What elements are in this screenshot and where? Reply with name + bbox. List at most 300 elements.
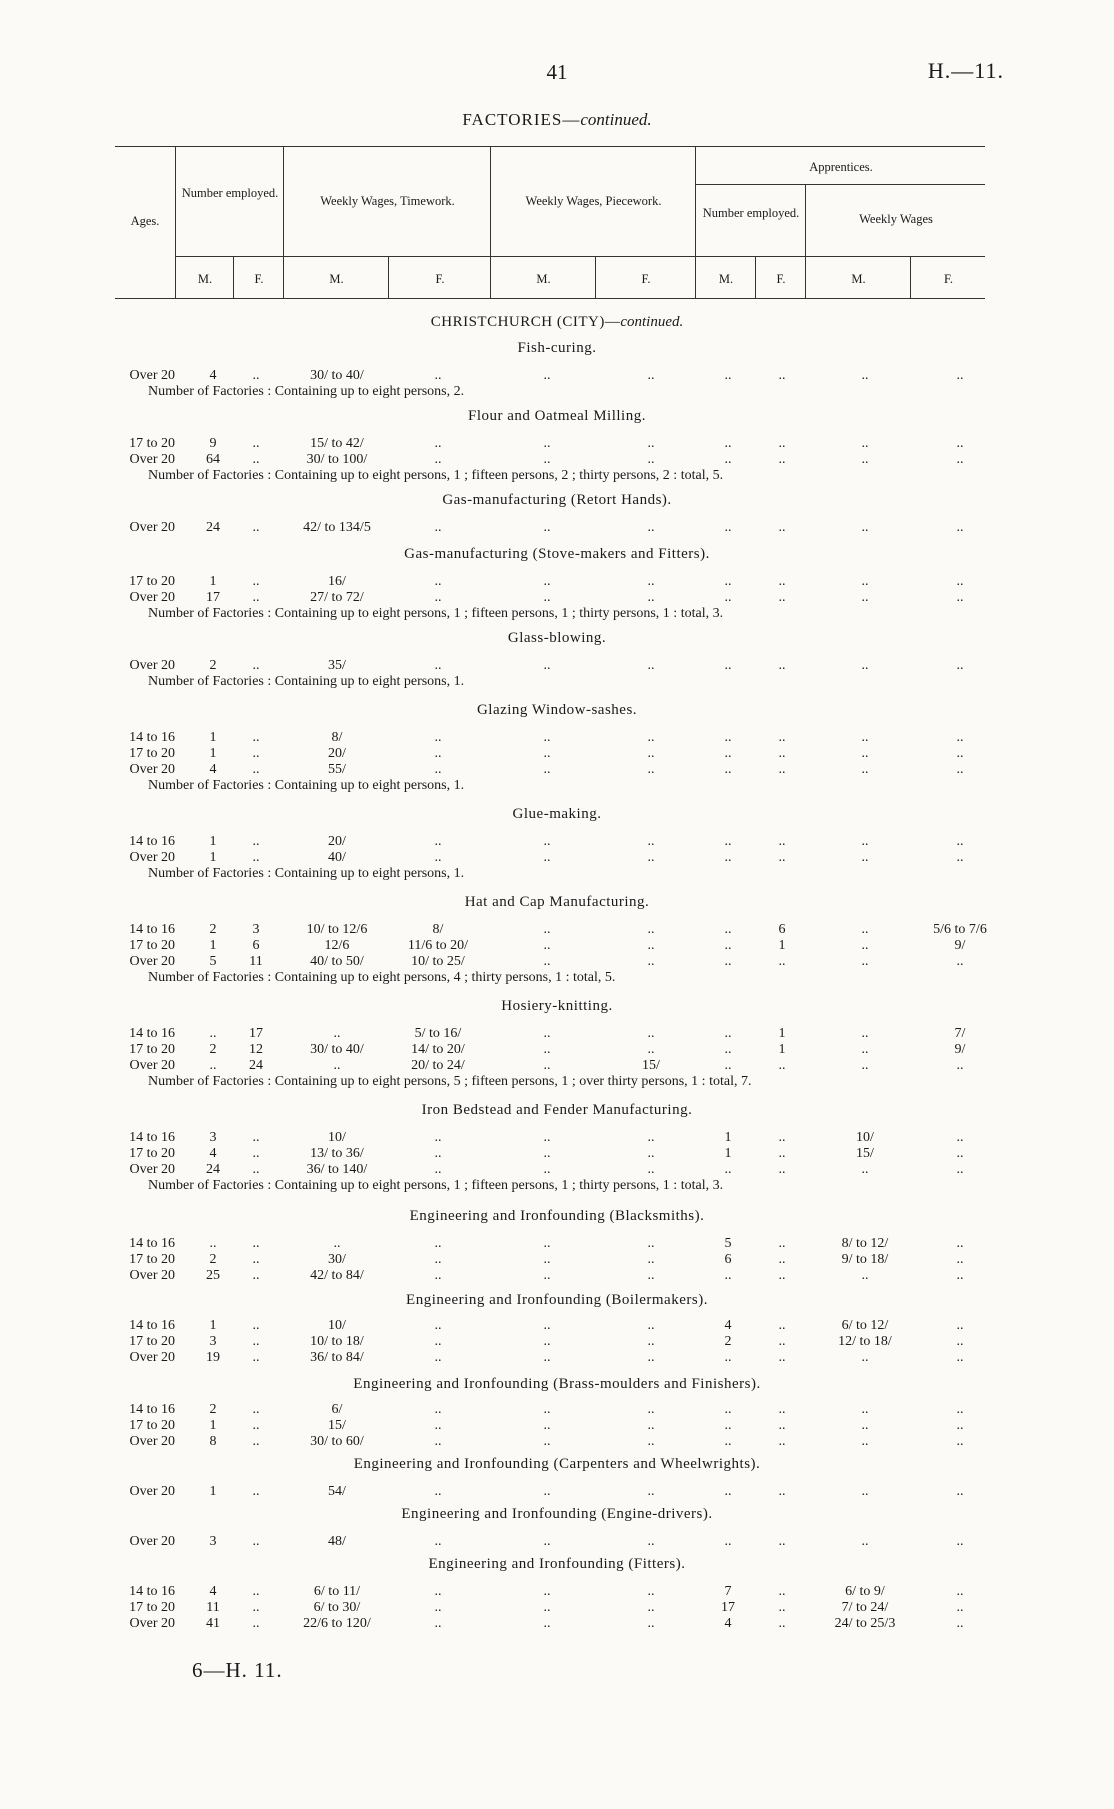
men-count-cell: 4 (209, 1584, 217, 1599)
timework-men-cell: 35/ (328, 658, 346, 673)
piecework-women-cell: 15/ (642, 1058, 660, 1073)
timework-women-cell: .. (434, 452, 442, 467)
men-count-cell: 4 (209, 368, 217, 383)
piecework-men-cell: .. (543, 1434, 551, 1449)
piecework-men-cell: .. (543, 938, 551, 953)
timework-men-cell: 36/ to 84/ (310, 1350, 364, 1365)
timework-women-cell: .. (434, 1402, 442, 1417)
apprentice-men-count-cell: .. (724, 834, 732, 849)
apprentice-men-count-cell: .. (724, 850, 732, 865)
men-count-cell: 17 (206, 590, 220, 605)
section-title: Glazing Window-sashes. (476, 702, 638, 718)
timework-men-cell: 20/ (328, 834, 346, 849)
mf-rule (175, 256, 985, 257)
header-divider (755, 256, 756, 298)
table-row (0, 368, 1114, 384)
women-count-cell: .. (252, 1162, 260, 1177)
apprentice-women-wages-cell: .. (956, 954, 964, 969)
age-cell: Over 20 (129, 520, 175, 535)
piecework-men-cell: .. (543, 1026, 551, 1041)
apprentice-women-wages-cell: .. (956, 368, 964, 383)
section-title: Glue-making. (512, 806, 602, 822)
apprentice-women-count-cell: .. (778, 590, 786, 605)
apprentice-men-count-cell: 4 (724, 1318, 732, 1333)
section-title: Iron Bedstead and Fender Manufacturing. (421, 1102, 693, 1118)
section-title: Flour and Oatmeal Milling. (468, 408, 646, 424)
col-number-employed: Number employed. (181, 186, 279, 200)
apprentice-women-wages-cell: .. (956, 1252, 964, 1267)
men-count-cell: 3 (209, 1534, 217, 1549)
piecework-men-cell: .. (543, 922, 551, 937)
age-cell: Over 20 (129, 1534, 175, 1549)
piecework-men-cell: .. (543, 1350, 551, 1365)
apprentice-men-count-cell: .. (724, 1026, 732, 1041)
timework-men-cell: 36/ to 140/ (306, 1162, 368, 1177)
apprentice-women-wages-cell: .. (956, 1236, 964, 1251)
apprentice-women-count-cell: .. (778, 1534, 786, 1549)
timework-women-cell: .. (434, 746, 442, 761)
col-m: M. (329, 272, 344, 286)
apprentice-men-wages-cell: .. (861, 520, 869, 535)
apprentice-women-wages-cell: 9/ (954, 938, 966, 953)
timework-men-cell: 10/ to 18/ (310, 1334, 364, 1349)
timework-women-cell: .. (434, 1268, 442, 1283)
piecework-men-cell: .. (543, 850, 551, 865)
timework-women-cell: .. (434, 1236, 442, 1251)
men-count-cell: 64 (206, 452, 220, 467)
apprentice-women-wages-cell: .. (956, 1600, 964, 1615)
women-count-cell: .. (252, 1130, 260, 1145)
table-row (0, 1484, 1114, 1500)
men-count-cell: 2 (209, 922, 217, 937)
region-heading (0, 314, 1114, 331)
piecework-men-cell: .. (543, 1268, 551, 1283)
apprentice-men-count-cell: .. (724, 368, 732, 383)
piecework-women-cell: .. (647, 1434, 655, 1449)
table-row (0, 1534, 1114, 1550)
women-count-cell: .. (252, 1146, 260, 1161)
apprentice-men-wages-cell: 24/ to 25/3 (834, 1616, 896, 1631)
apprentice-men-wages-cell: 10/ (856, 1130, 874, 1145)
table-row (0, 1334, 1114, 1350)
apprentice-men-count-cell: .. (724, 922, 732, 937)
apprentice-women-count-cell: 6 (778, 922, 786, 937)
women-count-cell: .. (252, 1434, 260, 1449)
section-title: Engineering and Ironfounding (Boilermakers). (406, 1292, 708, 1308)
age-cell: 17 to 20 (129, 746, 175, 761)
timework-women-cell: .. (434, 1130, 442, 1145)
piecework-women-cell: .. (647, 1268, 655, 1283)
women-count-cell: .. (252, 1418, 260, 1433)
apprentice-men-count-cell: 6 (724, 1252, 732, 1267)
women-count-cell: .. (252, 658, 260, 673)
timework-women-cell: .. (434, 1484, 442, 1499)
women-count-cell: 6 (252, 938, 260, 953)
piecework-women-cell: .. (647, 590, 655, 605)
women-count-cell: .. (252, 730, 260, 745)
table-row (0, 834, 1114, 850)
piecework-men-cell: .. (543, 1236, 551, 1251)
men-count-cell: 1 (209, 730, 217, 745)
piecework-women-cell: .. (647, 954, 655, 969)
factory-count-note: Number of Factories : Containing up to eight persons, 4 ; thirty persons, 1 : total, 5. (148, 970, 616, 985)
piecework-women-cell: .. (647, 368, 655, 383)
timework-women-cell: .. (434, 520, 442, 535)
women-count-cell: .. (252, 1252, 260, 1267)
apprentice-men-wages-cell: .. (861, 938, 869, 953)
apprentice-women-count-cell: .. (778, 746, 786, 761)
apprentice-men-wages-cell: 6/ to 9/ (845, 1584, 885, 1599)
piecework-women-cell: .. (647, 1584, 655, 1599)
piecework-men-cell: .. (543, 1252, 551, 1267)
age-cell: 17 to 20 (129, 1418, 175, 1433)
men-count-cell: 25 (206, 1268, 220, 1283)
table-header (115, 146, 985, 298)
age-cell: 14 to 16 (129, 922, 175, 937)
piecework-women-cell: .. (647, 746, 655, 761)
age-cell: 14 to 16 (129, 1026, 175, 1041)
timework-men-cell: 12/6 (324, 938, 350, 953)
document-code: H.—11. (927, 58, 1004, 83)
apprentice-men-count-cell: 7 (724, 1584, 732, 1599)
piecework-men-cell: .. (543, 1418, 551, 1433)
apprentice-men-count-cell: .. (724, 1418, 732, 1433)
timework-women-cell: .. (434, 658, 442, 673)
factory-count-note: Number of Factories : Containing up to eight persons, 1 ; fifteen persons, 2 ; thirty persons, 2 : total, 5. (148, 468, 724, 483)
men-count-cell: 19 (206, 1350, 220, 1365)
section-title: Gas-manufacturing (Retort Hands). (442, 492, 672, 508)
age-cell: Over 20 (129, 590, 175, 605)
header-divider (175, 146, 176, 298)
apprentice-women-wages-cell: .. (956, 1268, 964, 1283)
timework-men-cell: 20/ (328, 746, 346, 761)
timework-men-cell: 8/ (331, 730, 343, 745)
men-count-cell: 2 (209, 1252, 217, 1267)
section-title: Gas-manufacturing (Stove-makers and Fitters). (404, 546, 710, 562)
section-title: Engineering and Ironfounding (Engine-drivers). (401, 1506, 713, 1522)
header-divider (805, 184, 806, 298)
apprentices-rule (695, 184, 985, 185)
apprentice-men-wages-cell: .. (861, 1162, 869, 1177)
apprentice-women-count-cell: .. (778, 1236, 786, 1251)
timework-women-cell: .. (434, 1318, 442, 1333)
title-suffix: continued. (580, 110, 652, 129)
apprentice-women-wages-cell: .. (956, 762, 964, 777)
apprentice-women-wages-cell: .. (956, 1318, 964, 1333)
timework-women-cell: .. (434, 1418, 442, 1433)
timework-men-cell: 15/ (328, 1418, 346, 1433)
piecework-women-cell: .. (647, 1026, 655, 1041)
timework-men-cell: 16/ (328, 574, 346, 589)
women-count-cell: .. (252, 436, 260, 451)
apprentice-men-wages-cell: 9/ to 18/ (841, 1252, 889, 1267)
apprentice-women-wages-cell: .. (956, 1334, 964, 1349)
apprentice-women-wages-cell: .. (956, 452, 964, 467)
piecework-men-cell: .. (543, 1584, 551, 1599)
timework-men-cell: 13/ to 36/ (310, 1146, 364, 1161)
table-row (0, 1584, 1114, 1600)
title-text: FACTORIES— (462, 110, 581, 129)
piecework-women-cell: .. (647, 1418, 655, 1433)
piecework-men-cell: .. (543, 1334, 551, 1349)
apprentice-women-count-cell: .. (778, 1584, 786, 1599)
women-count-cell: .. (252, 1350, 260, 1365)
timework-women-cell: .. (434, 1600, 442, 1615)
apprentice-men-count-cell: .. (724, 762, 732, 777)
timework-women-cell: 8/ (432, 922, 444, 937)
piecework-women-cell: .. (647, 762, 655, 777)
table-row (0, 1058, 1114, 1074)
apprentice-women-wages-cell: .. (956, 730, 964, 745)
apprentice-women-count-cell: .. (778, 1146, 786, 1161)
men-count-cell: 2 (209, 658, 217, 673)
apprentice-men-wages-cell: 7/ to 24/ (841, 1600, 889, 1615)
table-row (0, 1434, 1114, 1450)
women-count-cell: .. (252, 1318, 260, 1333)
piecework-women-cell: .. (647, 730, 655, 745)
apprentice-women-wages-cell: .. (956, 1162, 964, 1177)
section-title: Engineering and Ironfounding (Carpenters and Wheelwrights). (353, 1456, 761, 1472)
apprentice-women-count-cell: .. (778, 954, 786, 969)
timework-women-cell: 20/ to 24/ (411, 1058, 465, 1073)
men-count-cell: 24 (206, 1162, 220, 1177)
timework-women-cell: .. (434, 368, 442, 383)
timework-men-cell: 54/ (328, 1484, 346, 1499)
factory-count-note: Number of Factories : Containing up to eight persons, 1. (148, 866, 465, 881)
apprentice-women-count-cell: .. (778, 1334, 786, 1349)
men-count-cell: .. (209, 1236, 217, 1251)
men-count-cell: 1 (209, 1318, 217, 1333)
timework-women-cell: .. (434, 1162, 442, 1177)
piecework-men-cell: .. (543, 1130, 551, 1145)
piecework-men-cell: .. (543, 590, 551, 605)
age-cell: 14 to 16 (129, 1236, 175, 1251)
region-suffix: continued. (620, 314, 684, 330)
table-row (0, 520, 1114, 536)
apprentice-women-wages-cell: .. (956, 1130, 964, 1145)
table-row (0, 1162, 1114, 1178)
timework-women-cell: .. (434, 1350, 442, 1365)
women-count-cell: .. (252, 1584, 260, 1599)
table-row (0, 938, 1114, 954)
piecework-men-cell: .. (543, 1484, 551, 1499)
age-cell: Over 20 (129, 954, 175, 969)
timework-women-cell: 10/ to 25/ (411, 954, 465, 969)
age-cell: 17 to 20 (129, 1334, 175, 1349)
apprentice-men-count-cell: .. (724, 1058, 732, 1073)
women-count-cell: 17 (249, 1026, 263, 1041)
men-count-cell: 1 (209, 1484, 217, 1499)
piecework-men-cell: .. (543, 1146, 551, 1161)
age-cell: Over 20 (129, 850, 175, 865)
header-top-rule (115, 146, 985, 147)
piecework-men-cell: .. (543, 1616, 551, 1631)
apprentice-men-wages-cell: .. (861, 730, 869, 745)
age-cell: Over 20 (129, 1484, 175, 1499)
timework-men-cell: 6/ (331, 1402, 343, 1417)
women-count-cell: .. (252, 1616, 260, 1631)
men-count-cell: 5 (209, 954, 217, 969)
age-cell: 14 to 16 (129, 1584, 175, 1599)
women-count-cell: 3 (252, 922, 260, 937)
table-row (0, 1418, 1114, 1434)
timework-women-cell: .. (434, 1616, 442, 1631)
apprentice-men-wages-cell: 6/ to 12/ (841, 1318, 889, 1333)
piecework-women-cell: .. (647, 850, 655, 865)
piecework-men-cell: .. (543, 1402, 551, 1417)
section-title: Engineering and Ironfounding (Blacksmiths). (409, 1208, 705, 1224)
women-count-cell: .. (252, 1600, 260, 1615)
apprentice-men-wages-cell: .. (861, 850, 869, 865)
section-title: Hosiery-knitting. (501, 998, 613, 1014)
page-title (0, 110, 1114, 130)
col-apprentices-number: Number employed. (702, 206, 800, 220)
piecework-men-cell: .. (543, 520, 551, 535)
signature-mark: 6—H. 11. (192, 1658, 283, 1682)
piecework-men-cell: .. (543, 1600, 551, 1615)
apprentice-men-count-cell: .. (724, 520, 732, 535)
apprentice-men-count-cell: .. (724, 452, 732, 467)
col-m: M. (197, 272, 213, 286)
col-f: F. (776, 272, 786, 286)
age-cell: 14 to 16 (129, 730, 175, 745)
piecework-women-cell: .. (647, 520, 655, 535)
apprentice-men-count-cell: .. (724, 954, 732, 969)
apprentice-women-wages-cell: .. (956, 436, 964, 451)
women-count-cell: .. (252, 1402, 260, 1417)
apprentice-men-count-cell: 5 (724, 1236, 732, 1251)
apprentice-men-wages-cell: .. (861, 452, 869, 467)
piecework-men-cell: .. (543, 746, 551, 761)
timework-men-cell: 30/ to 40/ (310, 368, 364, 383)
timework-women-cell: 11/6 to 20/ (407, 938, 469, 953)
col-f: F. (254, 272, 264, 286)
women-count-cell: 11 (249, 954, 263, 969)
section-title: Engineering and Ironfounding (Brass-moulders and Finishers). (353, 1376, 761, 1392)
piecework-men-cell: .. (543, 834, 551, 849)
apprentice-men-wages-cell: .. (861, 1026, 869, 1041)
apprentice-men-count-cell: 2 (724, 1334, 732, 1349)
col-m: M. (851, 272, 866, 286)
timework-men-cell: .. (333, 1236, 341, 1251)
piecework-men-cell: .. (543, 730, 551, 745)
section-title: Fish-curing. (517, 340, 597, 356)
table-row (0, 850, 1114, 866)
header-divider (595, 256, 596, 298)
apprentice-women-wages-cell: .. (956, 1402, 964, 1417)
col-apprentices: Apprentices. (809, 160, 873, 174)
piecework-men-cell: .. (543, 954, 551, 969)
table-row (0, 1146, 1114, 1162)
factory-count-note: Number of Factories : Containing up to eight persons, 2. (148, 384, 465, 399)
timework-women-cell: .. (434, 1534, 442, 1549)
table-row (0, 590, 1114, 606)
women-count-cell: .. (252, 746, 260, 761)
women-count-cell: .. (252, 850, 260, 865)
col-f: F. (435, 272, 445, 286)
apprentice-men-wages-cell: .. (861, 834, 869, 849)
men-count-cell: 1 (209, 746, 217, 761)
timework-men-cell: 22/6 to 120/ (303, 1616, 371, 1631)
piecework-women-cell: .. (647, 452, 655, 467)
timework-men-cell: 48/ (328, 1534, 346, 1549)
piecework-men-cell: .. (543, 1534, 551, 1549)
table-row (0, 1042, 1114, 1058)
apprentice-women-wages-cell: .. (956, 1350, 964, 1365)
age-cell: Over 20 (129, 1058, 175, 1073)
piecework-men-cell: .. (543, 452, 551, 467)
men-count-cell: 4 (209, 762, 217, 777)
apprentice-women-wages-cell: .. (956, 1584, 964, 1599)
piecework-women-cell: .. (647, 1042, 655, 1057)
timework-men-cell: 40/ (328, 850, 346, 865)
apprentice-men-wages-cell: .. (861, 1042, 869, 1057)
apprentice-men-wages-cell: .. (861, 922, 869, 937)
apprentice-women-count-cell: 1 (778, 938, 786, 953)
age-cell: 17 to 20 (129, 938, 175, 953)
apprentice-women-wages-cell: .. (956, 746, 964, 761)
header-divider (233, 256, 234, 298)
apprentice-men-wages-cell: .. (861, 436, 869, 451)
apprentice-women-count-cell: .. (778, 368, 786, 383)
apprentice-men-wages-cell: .. (861, 1350, 869, 1365)
timework-men-cell: 55/ (328, 762, 346, 777)
age-cell: 14 to 16 (129, 1402, 175, 1417)
factory-count-note: Number of Factories : Containing up to eight persons, 1. (148, 674, 465, 689)
timework-women-cell: .. (434, 762, 442, 777)
table-row (0, 762, 1114, 778)
apprentice-men-count-cell: .. (724, 436, 732, 451)
men-count-cell: .. (209, 1026, 217, 1041)
col-weekly-piecework: Weekly Wages, Piecework. (525, 194, 662, 208)
table-row (0, 1600, 1114, 1616)
age-cell: Over 20 (129, 1162, 175, 1177)
timework-men-cell: 42/ to 84/ (310, 1268, 364, 1283)
header-divider (388, 256, 389, 298)
piecework-men-cell: .. (543, 1162, 551, 1177)
piecework-women-cell: .. (647, 1600, 655, 1615)
table-row (0, 436, 1114, 452)
piecework-men-cell: .. (543, 574, 551, 589)
timework-women-cell: .. (434, 1334, 442, 1349)
timework-women-cell: 5/ to 16/ (414, 1026, 462, 1041)
women-count-cell: .. (252, 1534, 260, 1549)
table-row (0, 730, 1114, 746)
factory-count-note: Number of Factories : Containing up to eight persons, 1. (148, 778, 465, 793)
apprentice-men-wages-cell: .. (861, 1484, 869, 1499)
women-count-cell: .. (252, 1484, 260, 1499)
apprentice-women-wages-cell: .. (956, 1058, 964, 1073)
piecework-women-cell: .. (647, 1484, 655, 1499)
header-divider (490, 146, 491, 298)
age-cell: Over 20 (129, 1616, 175, 1631)
age-cell: Over 20 (129, 658, 175, 673)
piecework-women-cell: .. (647, 1146, 655, 1161)
timework-women-cell: .. (434, 1252, 442, 1267)
apprentice-women-count-cell: .. (778, 452, 786, 467)
age-cell: Over 20 (129, 762, 175, 777)
women-count-cell: .. (252, 1268, 260, 1283)
timework-women-cell: .. (434, 1584, 442, 1599)
women-count-cell: .. (252, 1236, 260, 1251)
apprentice-women-count-cell: .. (778, 1402, 786, 1417)
apprentice-women-count-cell: .. (778, 1268, 786, 1283)
apprentice-women-wages-cell: .. (956, 1484, 964, 1499)
men-count-cell: 24 (206, 520, 220, 535)
piecework-women-cell: .. (647, 1236, 655, 1251)
age-cell: Over 20 (129, 1350, 175, 1365)
apprentice-women-count-cell: .. (778, 1484, 786, 1499)
